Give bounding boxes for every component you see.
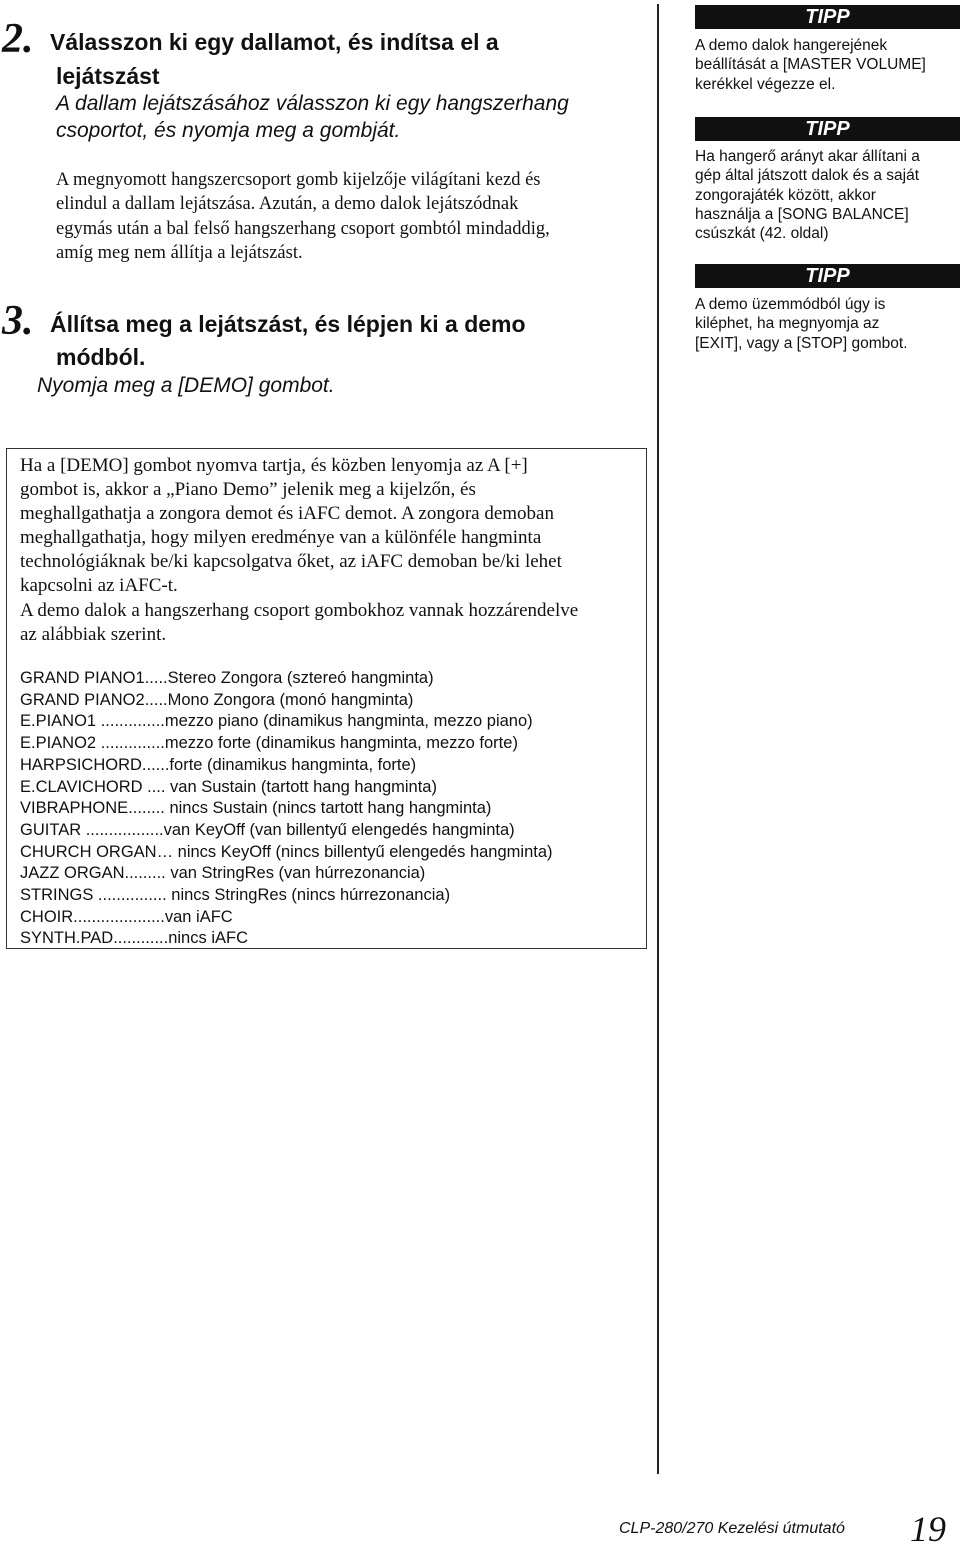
tip-3-text [695,295,957,353]
step-2-body-line: egymás után a bal felső hangszerhang csoport gombtól mindaddig, [56,218,550,239]
tip-2-line: csúszkát (42. oldal) [695,225,829,243]
info-line: meghallgathatja, hogy milyen eredménye van a különféle hangminta [20,527,542,549]
voice-list-item: CHURCH ORGAN… nincs KeyOff (nincs billentyű elengedés hangminta) [20,842,553,861]
voice-list-item: JAZZ ORGAN......... van StringRes (van húrrezonancia) [20,864,426,883]
tip-2-line: gép által játszott dalok és a saját [695,167,920,185]
step-2-body-line: A megnyomott hangszercsoport gomb kijelzője világítani kezd és [56,170,541,190]
tip-1-header: TIPP [695,5,960,29]
step-2-subtitle-line1: A dallam lejátszásához válasszon ki egy hangszerhang [56,92,569,115]
step-3-title-line2: módból. [56,344,146,370]
step-3-number: 3. [2,298,34,344]
tip-2-line: használja a [SONG BALANCE] [695,205,909,223]
step-3-title-line1: Állítsa meg a lejátszást, és lépjen ki a demo [50,311,526,337]
info-line: Ha a [DEMO] gombot nyomva tartja, és közben lenyomja az A [+] [20,455,528,476]
step-2-body-line: amíg meg nem állítja a lejátszást. [56,242,303,263]
voice-list-item: VIBRAPHONE........ nincs Sustain (nincs tartott hang hangminta) [20,799,492,818]
info-line: az alábbiak szerint. [20,623,167,645]
tip-2-line: zongorajáték között, akkor [695,186,876,204]
tip-3-line: A demo üzemmódból úgy is [695,296,886,313]
voice-list-item: SYNTH.PAD............nincs iAFC [20,929,248,948]
demo-info-box [6,448,647,949]
step-2-number: 2. [2,16,34,62]
tip-2-text [695,147,957,243]
manual-title: CLP-280/270 Kezelési útmutató [619,1520,845,1537]
tip-2-line: Ha hangerő arányt akar állítani a [695,148,920,165]
voice-list-item: STRINGS ............... nincs StringRes (nincs húrrezonancia) [20,886,451,905]
voice-list-item: CHOIR....................van iAFC [20,907,233,926]
info-line: meghallgathatja a zongora demot és iAFC demot. A zongora demoban [20,503,554,525]
demo-voice-list [20,668,640,950]
info-line: gombot is, akkor a „Piano Demo” jelenik meg a kijelzőn, és [20,479,476,501]
voice-list-item: HARPSICHORD......forte (dinamikus hangminta, forte) [20,755,417,774]
info-line: kapcsolni az iAFC-t. [20,575,178,597]
info-line: A demo dalok a hangszerhang csoport gombokhoz vannak hozzárendelve [20,599,579,621]
step-2-subtitle-line2: csoportot, és nyomja meg a gombját. [56,119,401,142]
step-3-subtitle: Nyomja meg a [DEMO] gombot. [37,374,335,397]
info-line: technológiáknak be/ki kapcsolgatva őket, az iAFC demoban be/ki lehet [20,551,562,573]
voice-list-item: E.PIANO1 ..............mezzo piano (dinamikus hangminta, mezzo piano) [20,712,533,731]
page-number: 19 [910,1509,946,1549]
voice-list-item: GUITAR .................van KeyOff (van billentyű elengedés hangminta) [20,820,515,839]
step-2-body [56,168,646,265]
tip-3-header: TIPP [695,264,960,288]
voice-list-item: E.CLAVICHORD .... van Sustain (tartott hang hangminta) [20,777,437,796]
voice-list-item: E.PIANO2 ..............mezzo forte (dinamikus hangminta, mezzo forte) [20,734,518,753]
tip-1-line: A demo dalok hangerejének [695,37,888,54]
tip-2-header: TIPP [695,117,960,141]
info-paragraph [20,454,640,647]
step-2-body-line: elindul a dallam lejátszása. Azután, a demo dalok lejátszódnak [56,194,519,215]
column-divider [657,4,659,1474]
tip-1-line: beállítását a [MASTER VOLUME] [695,56,926,74]
tip-3-line: [EXIT], vagy a [STOP] gombot. [695,334,908,352]
voice-list-item: GRAND PIANO1.....Stereo Zongora (sztereó hangminta) [20,669,434,687]
step-2-title-line1: Válasszon ki egy dallamot, és indítsa el a [50,29,499,55]
tip-1-text [695,36,957,94]
step-2-title-line2: lejátszást [56,63,160,89]
tip-3-line: kiléphet, ha megnyomja az [695,315,880,333]
voice-list-item: GRAND PIANO2.....Mono Zongora (monó hangminta) [20,690,414,709]
tip-1-line: kerékkel végezze el. [695,75,836,93]
